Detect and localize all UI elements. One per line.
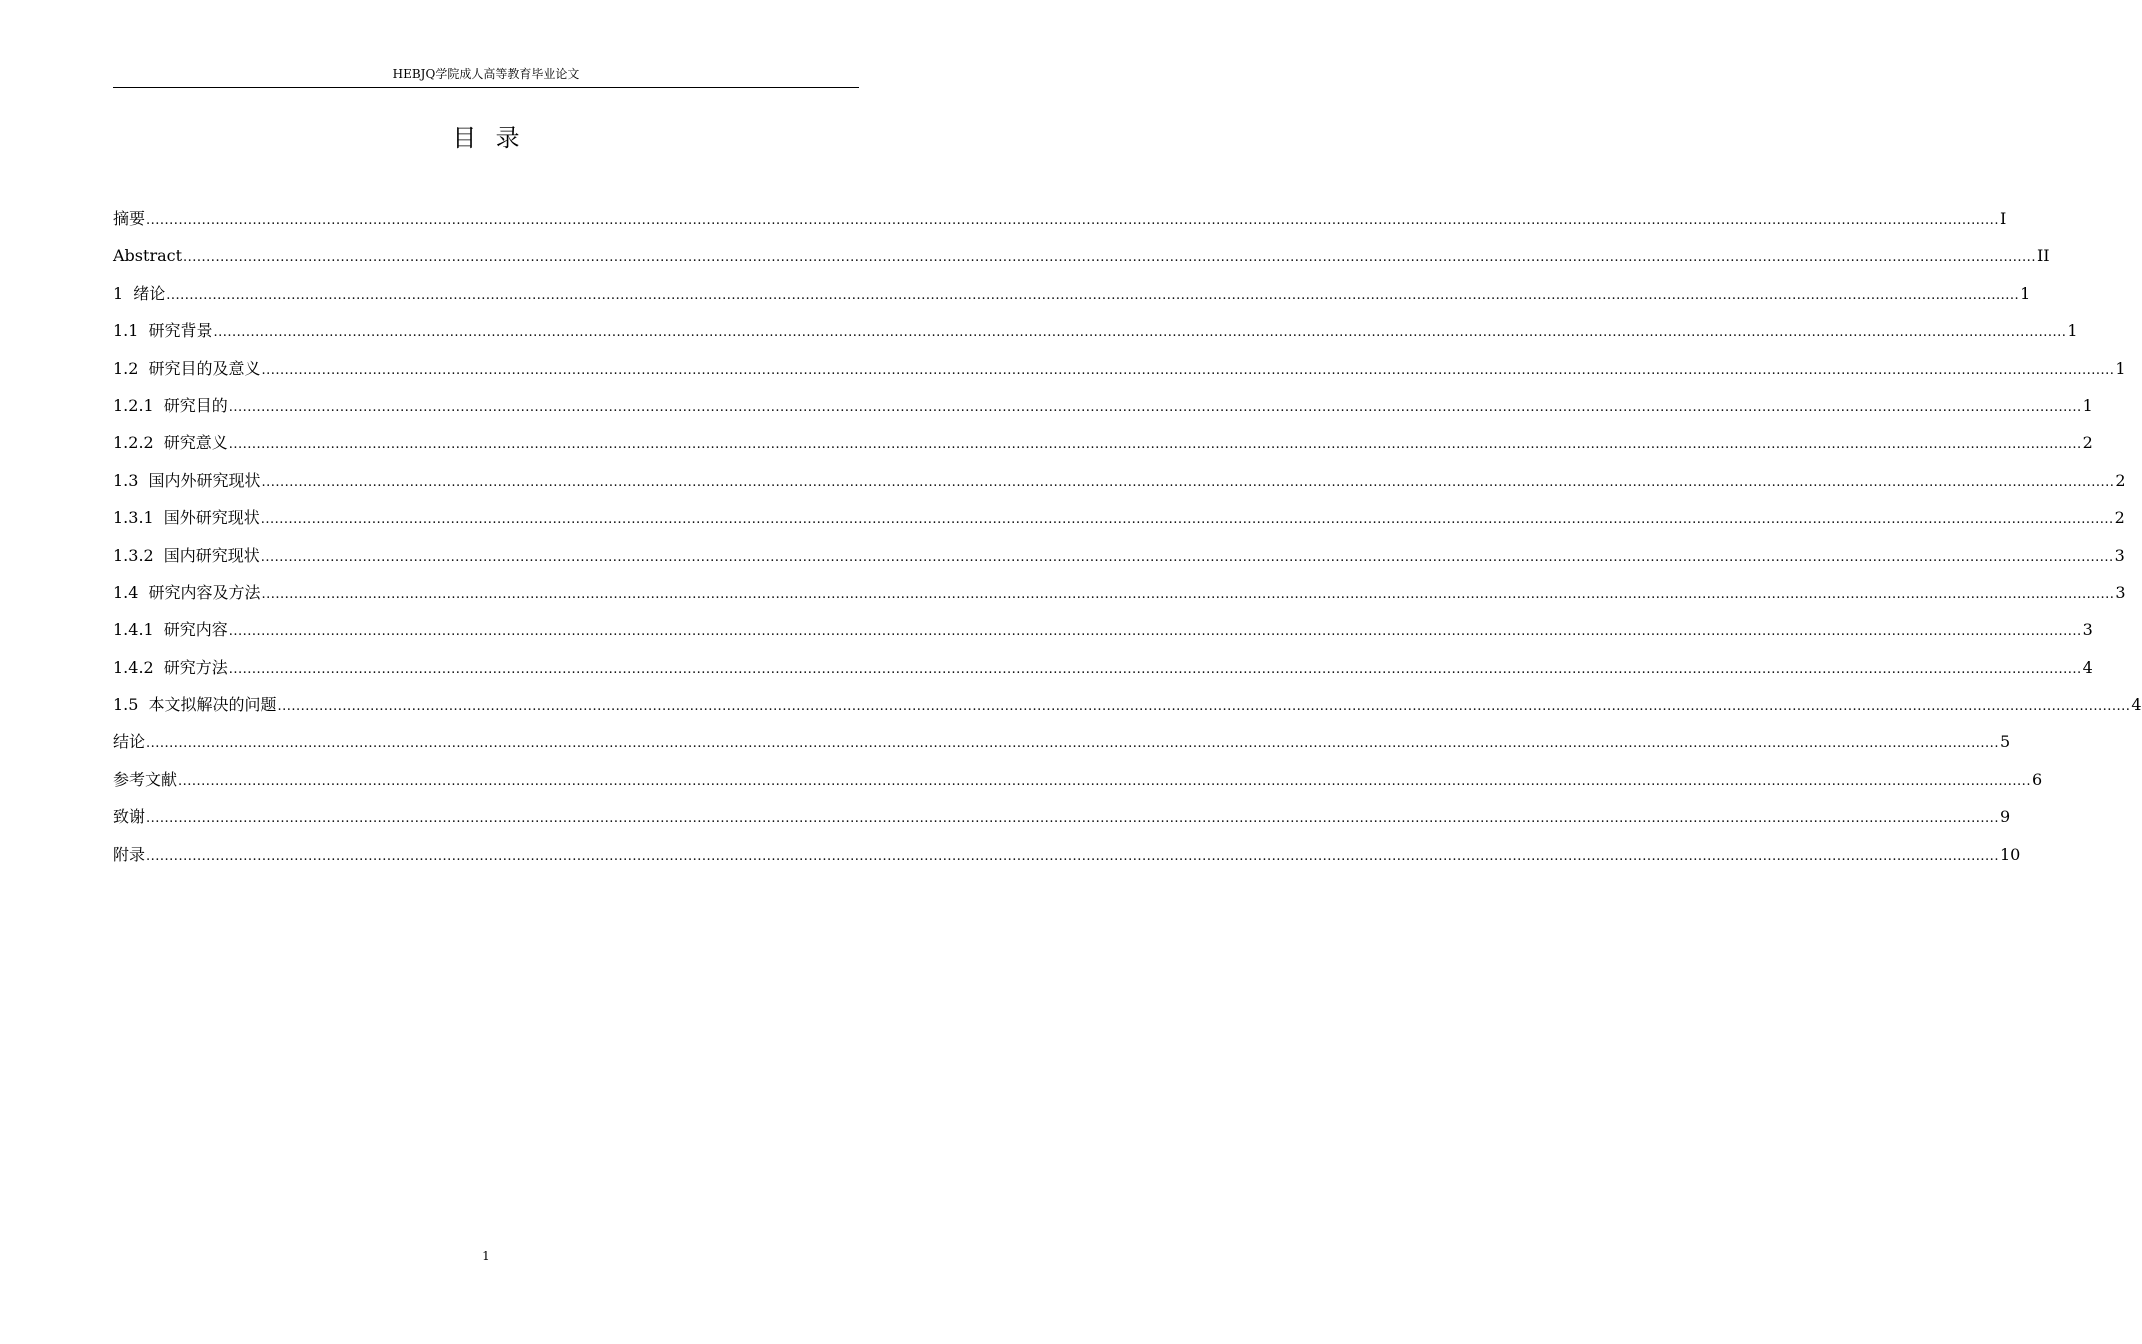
toc-entry-page: 10	[1999, 844, 2021, 864]
toc-entry[interactable]	[113, 204, 2007, 241]
toc-entry-page: 1	[2115, 358, 2126, 378]
toc-title: 目录	[452, 124, 539, 152]
toc-entry[interactable]	[113, 541, 2125, 578]
toc-entry-text: 致谢	[113, 807, 146, 827]
toc-entry-number: 1.4	[113, 582, 139, 602]
toc-dot-leader: ................................................................................................................................................................................................................................................................................................................................................................................................................	[260, 512, 2114, 528]
toc-entry-label	[113, 428, 228, 458]
toc-dot-leader: ................................................................................................................................................................................................................................................................................................................................................................................................................	[228, 624, 2082, 640]
toc-entry-label	[113, 204, 145, 234]
toc-entry-page: 1	[2067, 321, 2078, 341]
toc-entry-text: 参考文献	[113, 769, 178, 789]
toc-entry-page: 9	[1999, 807, 2011, 827]
toc-entry-number: 1.1	[113, 321, 139, 341]
toc-entry-text: 国内外研究现状	[148, 470, 261, 490]
toc-entry-page: 3	[2115, 582, 2126, 602]
toc-dot-leader: ................................................................................................................................................................................................................................................................................................................................................................................................................	[166, 287, 2020, 303]
toc-dot-leader: ................................................................................................................................................................................................................................................................................................................................................................................................................	[228, 661, 2082, 677]
toc-entry-label	[113, 578, 260, 608]
toc-entry-text: 研究目的及意义	[148, 358, 261, 378]
toc-dot-leader: ................................................................................................................................................................................................................................................................................................................................................................................................................	[277, 699, 2131, 715]
toc-entry-page: 4	[2082, 657, 2093, 677]
toc-entry[interactable]	[113, 316, 2078, 353]
toc-entry-page: 1	[2082, 395, 2093, 415]
toc-entry-label	[113, 466, 260, 496]
page-number: 1	[482, 1249, 490, 1263]
toc-entry-text: 研究背景	[148, 321, 213, 341]
toc-entry-number: 1.4.1	[113, 620, 154, 640]
toc-entry-number: 1.4.2	[113, 657, 154, 677]
toc-entry-text: 结论	[113, 732, 146, 752]
toc-entry-label	[113, 316, 212, 346]
toc-dot-leader: ................................................................................................................................................................................................................................................................................................................................................................................................................	[213, 325, 2067, 341]
toc-entry-text: 本文拟解决的问题	[148, 695, 277, 715]
toc-dot-leader: ................................................................................................................................................................................................................................................................................................................................................................................................................	[146, 736, 1999, 752]
toc-entry-text: 研究方法	[163, 657, 228, 677]
toc-dot-leader: ................................................................................................................................................................................................................................................................................................................................................................................................................	[228, 399, 2082, 415]
toc-entry-text: Abstract	[113, 246, 183, 266]
toc-entry-page: I	[1999, 209, 2007, 228]
toc-entry-page: 2	[2115, 470, 2126, 490]
toc-dot-leader: ................................................................................................................................................................................................................................................................................................................................................................................................................	[183, 250, 2036, 266]
toc-entry-text: 附录	[113, 844, 146, 864]
toc-entry-label	[113, 615, 228, 645]
header-rule	[113, 87, 859, 88]
toc-dot-leader: ................................................................................................................................................................................................................................................................................................................................................................................................................	[146, 811, 1999, 827]
toc-entry-label	[113, 802, 145, 832]
toc-entry-number: 1	[113, 283, 124, 303]
table-of-contents	[113, 204, 2142, 877]
toc-entry-label	[113, 391, 228, 421]
toc-entry-number: 1.2.1	[113, 395, 154, 415]
toc-entry[interactable]	[113, 840, 2021, 877]
toc-entry-page: 5	[1999, 732, 2011, 752]
toc-entry-number: 1.3.2	[113, 545, 154, 565]
toc-entry-text: 研究目的	[163, 395, 228, 415]
toc-entry-page: 1	[2020, 283, 2031, 303]
toc-dot-leader: ................................................................................................................................................................................................................................................................................................................................................................................................................	[228, 437, 2082, 453]
toc-entry-label	[113, 727, 145, 757]
toc-entry-label	[113, 541, 260, 571]
toc-entry-text: 研究意义	[163, 433, 228, 453]
toc-entry-number: 1.2.2	[113, 433, 154, 453]
toc-entry-text: 研究内容	[163, 620, 228, 640]
toc-entry-text: 绪论	[133, 283, 166, 303]
toc-entry[interactable]	[113, 802, 2011, 839]
toc-dot-leader: ................................................................................................................................................................................................................................................................................................................................................................................................................	[261, 586, 2115, 602]
toc-entry-text: 国内研究现状	[163, 545, 260, 565]
toc-entry[interactable]	[113, 354, 2126, 391]
toc-entry-text: 研究内容及方法	[148, 582, 261, 602]
toc-entry-label	[113, 690, 276, 720]
toc-entry-number: 1.5	[113, 695, 139, 715]
toc-dot-leader: ................................................................................................................................................................................................................................................................................................................................................................................................................	[178, 773, 2031, 789]
toc-entry[interactable]	[113, 615, 2093, 652]
toc-entry[interactable]	[113, 466, 2126, 503]
toc-dot-leader: ................................................................................................................................................................................................................................................................................................................................................................................................................	[146, 213, 1999, 228]
toc-dot-leader: ................................................................................................................................................................................................................................................................................................................................................................................................................	[260, 549, 2114, 565]
toc-entry-page: 4	[2131, 695, 2142, 715]
toc-entry-label	[113, 279, 165, 309]
toc-entry-label	[113, 503, 260, 533]
toc-entry[interactable]	[113, 690, 2142, 727]
toc-entry-number: 1.3.1	[113, 508, 154, 528]
toc-entry-label	[113, 840, 145, 870]
toc-entry-page: 3	[2082, 620, 2093, 640]
toc-entry[interactable]	[113, 653, 2093, 690]
toc-entry-label	[113, 765, 177, 795]
toc-entry-text: 摘要	[113, 209, 146, 228]
toc-entry-number: 1.2	[113, 358, 139, 378]
toc-entry-number: 1.3	[113, 470, 139, 490]
running-header: HEBJQ学院成人高等教育毕业论文	[392, 67, 580, 81]
toc-dot-leader: ................................................................................................................................................................................................................................................................................................................................................................................................................	[261, 474, 2115, 490]
toc-entry-page: 6	[2031, 769, 2043, 789]
toc-dot-leader: ................................................................................................................................................................................................................................................................................................................................................................................................................	[146, 848, 1999, 864]
toc-dot-leader: ................................................................................................................................................................................................................................................................................................................................................................................................................	[261, 362, 2115, 378]
toc-entry-page: 3	[2114, 545, 2125, 565]
toc-entry[interactable]	[113, 428, 2093, 465]
toc-entry[interactable]	[113, 727, 2011, 764]
toc-entry-label	[113, 241, 182, 271]
toc-entry-label	[113, 653, 228, 683]
toc-entry-text: 国外研究现状	[163, 508, 260, 528]
toc-entry[interactable]	[113, 578, 2126, 615]
toc-entry-page: 2	[2082, 433, 2093, 453]
toc-entry-page: 2	[2114, 508, 2125, 528]
toc-entry[interactable]	[113, 241, 2050, 278]
toc-entry-label	[113, 354, 260, 384]
toc-entry[interactable]	[113, 503, 2125, 540]
toc-entry[interactable]	[113, 279, 2031, 316]
toc-entry-page: II	[2036, 246, 2050, 266]
toc-entry[interactable]	[113, 391, 2093, 428]
toc-entry[interactable]	[113, 765, 2043, 802]
